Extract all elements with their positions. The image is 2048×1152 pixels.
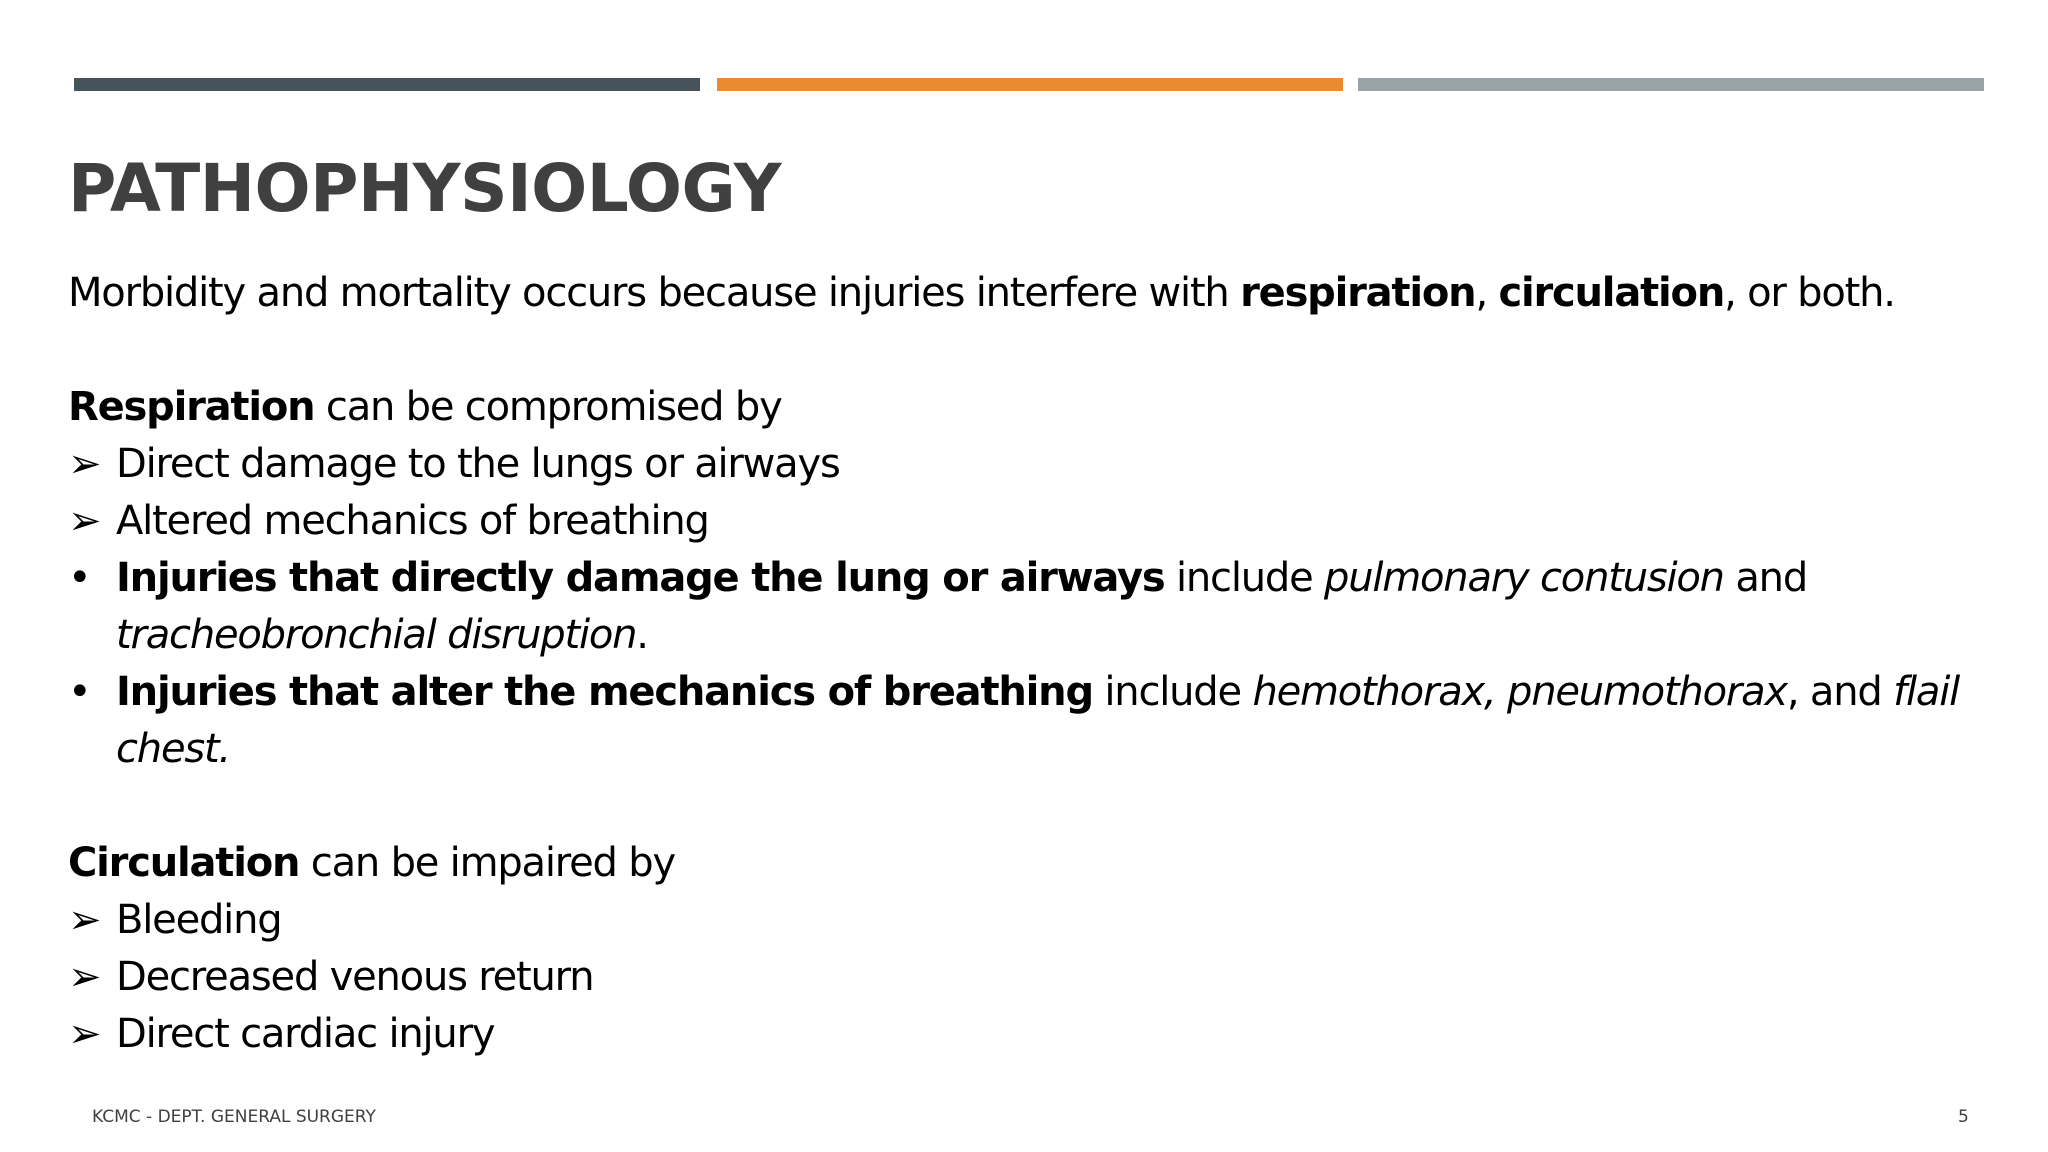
bullet-icon: • [68,555,91,601]
intro-text: Morbidity and mortality occurs because injuries interfere with [68,270,1241,316]
page-number: 5 [1958,1107,1969,1127]
arrow-bullet-icon: ➢ [68,897,101,943]
intro-circulation: circulation [1498,270,1725,316]
arrow-bullet-icon: ➢ [68,1011,101,1057]
intro-paragraph [68,265,1978,322]
arrow-bullet-icon: ➢ [68,441,101,487]
circulation-heading-bold: Circulation [68,840,300,886]
slide-body [68,265,1978,1063]
bullet-item: • Injuries that directly damage the lung or airways include pulmonary contusion and tracheobronchial disruption. [68,550,1978,664]
respiration-heading-bold: Respiration [68,384,315,430]
accent-bar-orange [717,78,1343,91]
circulation-heading [68,835,1978,892]
respiration-heading-rest: can be compromised by [314,384,782,430]
respiration-heading [68,379,1978,436]
circulation-heading-rest: can be impaired by [299,840,675,886]
accent-bar-gray [1358,78,1984,91]
list-item: ➢ Bleeding [68,892,1978,949]
intro-ending: , or both. [1724,270,1895,316]
list-item: ➢ Decreased venous return [68,949,1978,1006]
intro-separator: , [1475,270,1499,316]
list-item: ➢ Direct cardiac injury [68,1006,1978,1063]
slide-title: PATHOPHYSIOLOGY [68,150,782,227]
arrow-bullet-icon: ➢ [68,954,101,1000]
list-item: ➢ Altered mechanics of breathing [68,493,1978,550]
arrow-bullet-icon: ➢ [68,498,101,544]
accent-bar-dark [74,78,700,91]
bullet-icon: • [68,669,91,715]
footer-text: KCMC - DEPT. GENERAL SURGERY [92,1107,376,1127]
intro-respiration: respiration [1240,270,1476,316]
bullet-item: • Injuries that alter the mechanics of breathing include hemothorax, pneumothorax, and flail chest. [68,664,1978,778]
list-item: ➢ Direct damage to the lungs or airways [68,436,1978,493]
